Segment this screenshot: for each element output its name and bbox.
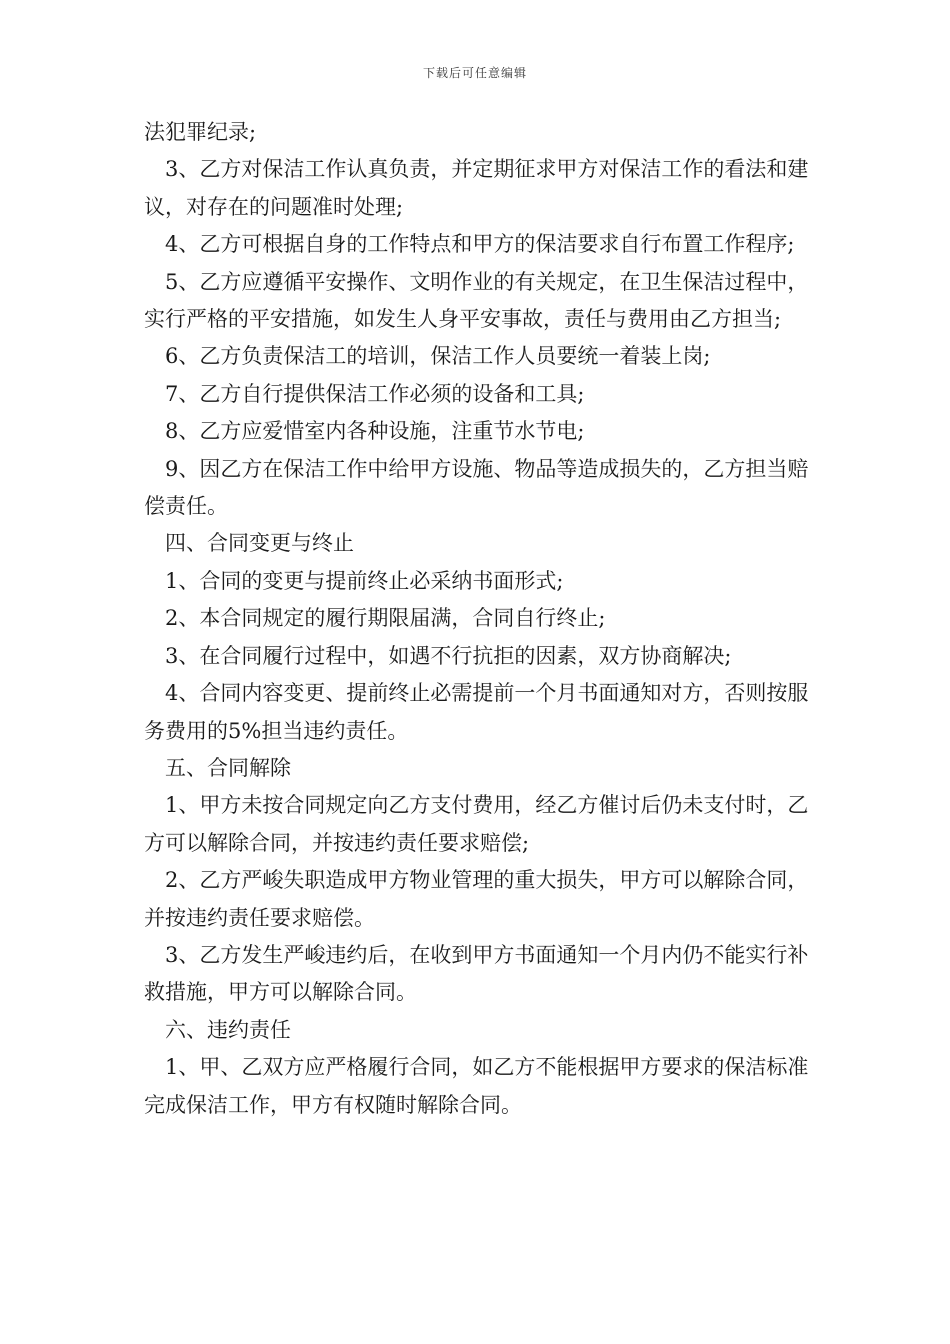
- section-heading: 六、违约责任: [165, 1017, 291, 1042]
- paragraph: 3、在合同履行过程中，如遇不行抗拒的因素，双方协商解决;: [165, 643, 732, 668]
- paragraph: 6、乙方负责保洁工的培训，保洁工作人员要统一着装上岗;: [165, 344, 711, 369]
- paragraph: 3、乙方发生严峻违约后，在收到甲方书面通知一个月内仍不能实行补救措施，甲方可以解除合同。: [144, 942, 809, 1005]
- paragraph: 2、乙方严峻失职造成甲方物业管理的重大损失，甲方可以解除合同，并按违约责任要求赔偿。: [144, 868, 809, 930]
- paragraph: 9、因乙方在保洁工作中给甲方设施、物品等造成损失的，乙方担当赔偿责任。: [144, 456, 809, 519]
- paragraph: 8、乙方应爱惜室内各种设施，注重节水节电;: [165, 419, 585, 444]
- paragraph: 4、合同内容变更、提前终止必需提前一个月书面通知对方，否则按服务费用的5%担当违约责任。: [144, 681, 809, 743]
- paragraph: 1、甲方未按合同规定向乙方支付费用，经乙方催讨后仍未支付时，乙方可以解除合同，并按违约责任要求赔偿;: [144, 793, 809, 855]
- page-header: 下载后可任意编辑: [422, 66, 527, 80]
- paragraph: 法犯罪纪录;: [144, 120, 257, 144]
- paragraph: 3、乙方对保洁工作认真负责，并定期征求甲方对保洁工作的看法和建议，对存在的问题准时处理;: [144, 157, 809, 219]
- section-heading: 五、合同解除: [165, 755, 291, 780]
- paragraph: 4、乙方可根据自身的工作特点和甲方的保洁要求自行布置工作程序;: [165, 232, 795, 257]
- paragraph: 2、本合同规定的履行期限届满，合同自行终止;: [165, 606, 606, 631]
- paragraph: 7、乙方自行提供保洁工作必须的设备和工具;: [165, 381, 585, 406]
- paragraph: 1、甲、乙双方应严格履行合同，如乙方不能根据甲方要求的保洁标准完成保洁工作，甲方有权随时解除合同。: [144, 1055, 809, 1117]
- document-body: [144, 114, 812, 1124]
- section-heading: 四、合同变更与终止: [165, 531, 354, 556]
- paragraph: 1、合同的变更与提前终止必采纳书面形式;: [165, 568, 564, 593]
- paragraph: 5、乙方应遵循平安操作、文明作业的有关规定，在卫生保洁过程中，实行严格的平安措施，如发生人身平安事故，责任与费用由乙方担当;: [144, 269, 809, 332]
